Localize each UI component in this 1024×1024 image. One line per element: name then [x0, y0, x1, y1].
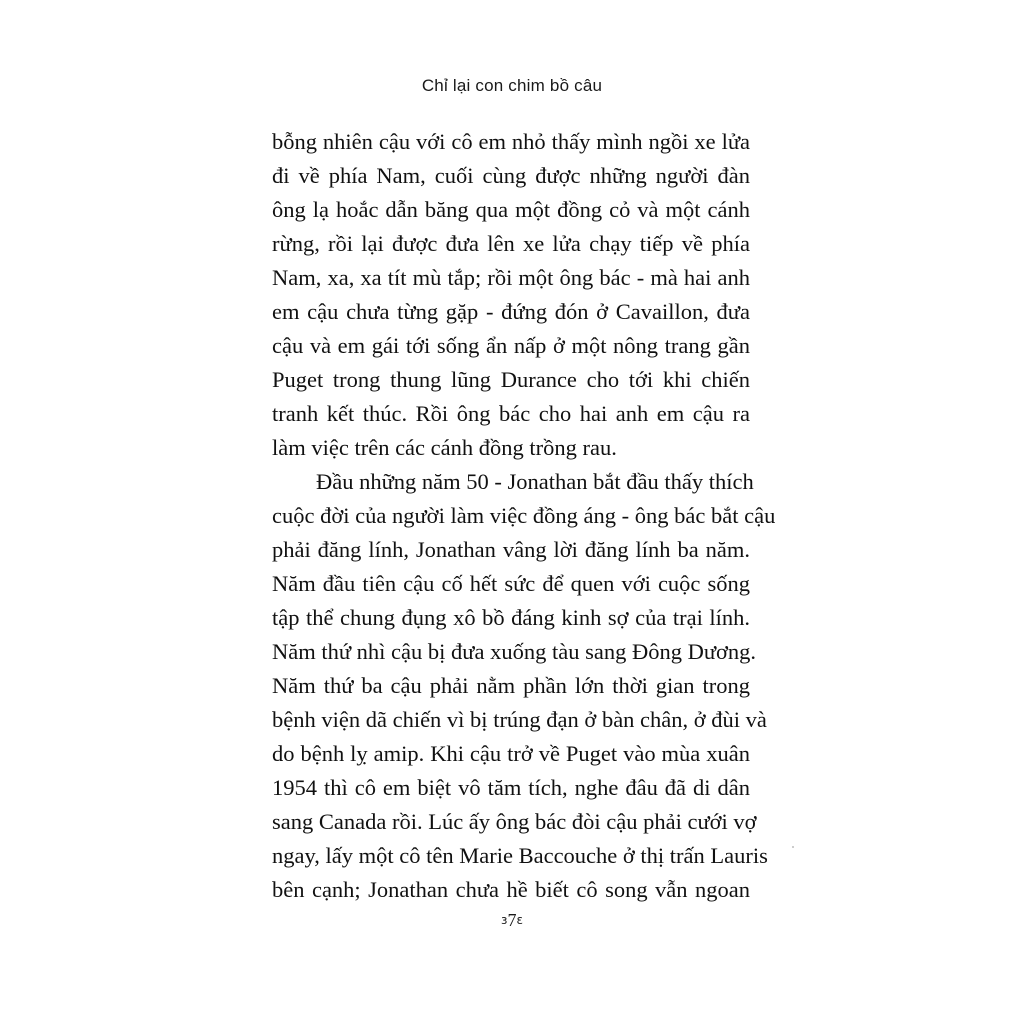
text-line: rừng, rồi lại được đưa lên xe lửa chạy tiếp về phía [272, 231, 750, 256]
page-number-value: 7 [507, 910, 517, 930]
paragraph-end-line: làm việc trên các cánh đồng trồng rau. [272, 435, 617, 460]
text-line: ngay, lấy một cô tên Marie Baccouche ở thị trấn Lauris [272, 843, 768, 868]
text-line: em cậu chưa từng gặp - đứng đón ở Cavaillon, đưa [272, 299, 750, 324]
text-line: đi về phía Nam, cuối cùng được những người đàn [272, 163, 750, 188]
text-line: ông lạ hoắc dẫn băng qua một đồng cỏ và một cánh [272, 197, 750, 222]
text-line: phải đăng lính, Jonathan vâng lời đăng lính ba năm. [272, 537, 750, 562]
folio-ornament-left: ɜ [501, 913, 508, 927]
text-line: Năm thứ nhì cậu bị đưa xuống tàu sang Đông Dương. [272, 639, 757, 664]
running-header: Chỉ lại con chim bồ câu [421, 76, 603, 95]
text-line: bỗng nhiên cậu với cô em nhỏ thấy mình ngồi xe lửa [272, 129, 750, 154]
folio-ornament-right: ɛ [516, 913, 523, 927]
text-line: cậu và em gái tới sống ẩn nấp ở một nông trang gần [272, 333, 750, 358]
page-number [0, 910, 1024, 931]
text-line: sang Canada rồi. Lúc ấy ông bác đòi cậu phải cưới vợ [272, 809, 757, 834]
paragraph-start-line: Đầu những năm 50 - Jonathan bắt đầu thấy thích [316, 469, 754, 494]
text-line: Nam, xa, xa tít mù tắp; rồi một ông bác - mà hai anh [272, 265, 750, 290]
text-line: Năm thứ ba cậu phải nằm phần lớn thời gian trong [272, 673, 750, 698]
text-line: do bệnh lỵ amip. Khi cậu trở về Puget vào mùa xuân [272, 741, 750, 766]
text-line: Năm đầu tiên cậu cố hết sức để quen với cuộc sống [272, 571, 750, 596]
body-text [272, 125, 776, 907]
text-line: cuộc đời của người làm việc đồng áng - ông bác bắt cậu [272, 503, 776, 528]
scan-speck [792, 846, 794, 848]
text-line: tập thể chung đụng xô bồ đáng kinh sợ của trại lính. [272, 605, 750, 630]
text-line: bên cạnh; Jonathan chưa hề biết cô song vẫn ngoan [272, 877, 750, 902]
text-line: tranh kết thúc. Rồi ông bác cho hai anh em cậu ra [272, 401, 750, 426]
text-line: bệnh viện dã chiến vì bị trúng đạn ở bàn chân, ở đùi và [272, 707, 767, 732]
text-line: Puget trong thung lũng Durance cho tới khi chiến [272, 367, 750, 392]
text-line: 1954 thì cô em biệt vô tăm tích, nghe đâu đã di dân [272, 775, 750, 800]
